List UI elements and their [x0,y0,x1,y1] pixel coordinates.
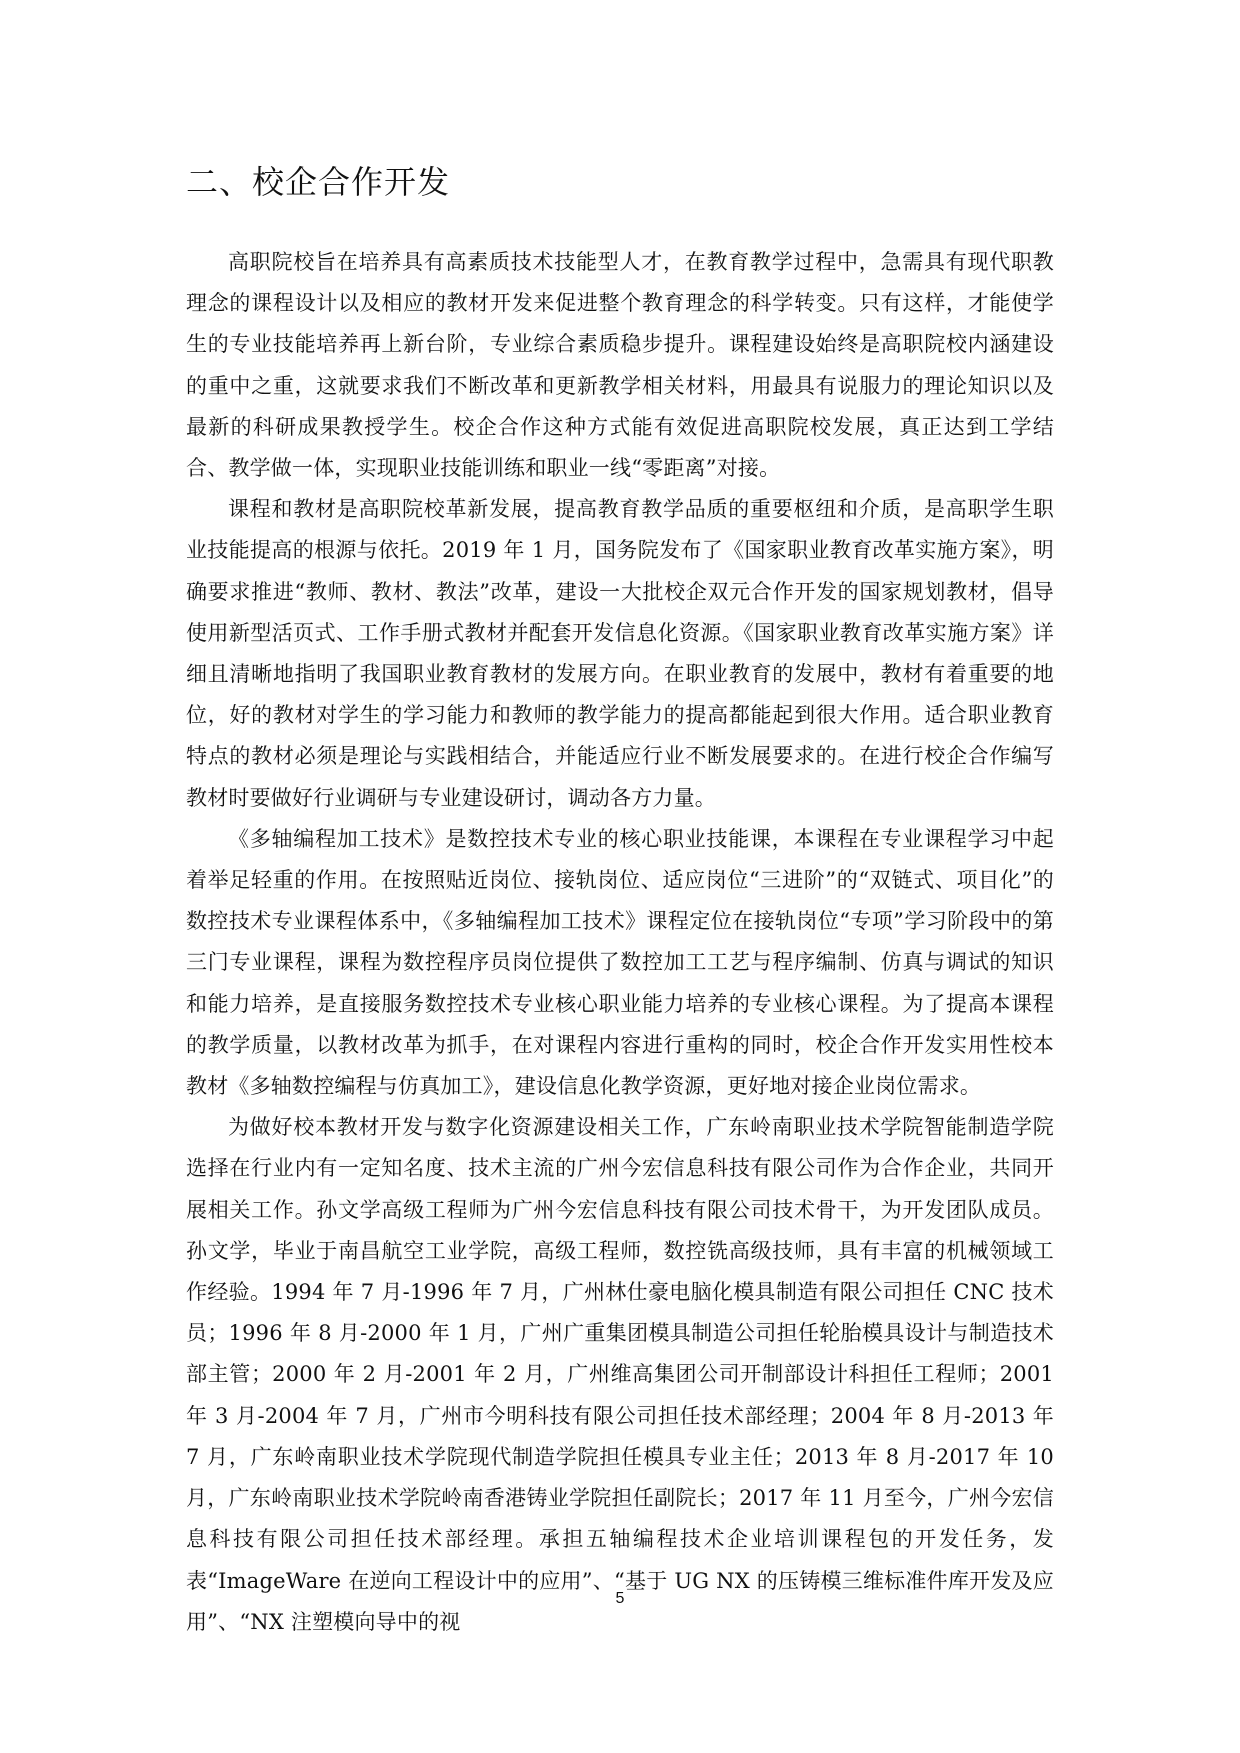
section-title: 二、校企合作开发 [186,163,451,201]
paragraph-1: 高职院校旨在培养具有高素质技术技能型人才，在教育教学过程中，急需具有现代职教理念的课程设计以及相应的教材开发来促进整个教育理念的科学转变。只有这样，才能使学生的专业技能培养再上新台阶，专业综合素质稳步提升。课程建设始终是高职院校内涵建设的重中之重，这就要求我们不断改革和更新教学相关材料，用最具有说服力的理论知识以及最新的科研成果教授学生。校企合作这种方式能有效促进高职院校发展，真正达到工学结合、教学做一体，实现职业技能训练和职业一线“零距离”对接。 [186,250,1054,481]
paragraph-3: 《多轴编程加工技术》是数控技术专业的核心职业技能课，本课程在专业课程学习中起着举足轻重的作用。在按照贴近岗位、接轨岗位、适应岗位“三进阶”的“双链式、项目化”的数控技术专业课程体系中，《多轴编程加工技术》课程定位在接轨岗位“专项”学习阶段中的第三门专业课程，课程为数控程序员岗位提供了数控加工工艺与程序编制、仿真与调试的知识和能力培养，是直接服务数控技术专业核心职业能力培养的专业核心课程。为了提高本课程的教学质量，以教材改革为抓手，在对课程内容进行重构的同时，校企合作开发实用性校本教材《多轴数控编程与仿真加工》，建设信息化教学资源，更好地对接企业岗位需求。 [186,826,1054,1099]
paragraph-2: 课程和教材是高职院校革新发展，提高教育教学品质的重要枢纽和介质，是高职学生职业技能提高的根源与依托。2019 年 1 月，国务院发布了《国家职业教育改革实施方案》，明确要求推进“教师、教材、教法”改革，建设一大批校企双元合作开发的国家规划教材，倡导使用新型活页式、工作手册式教材并配套开发信息化资源。《国家职业教育改革实施方案》详细且清晰地指明了我国职业教育教材的发展方向。在职业教育的发展中，教材有着重要的地位，好的教材对学生的学习能力和教师的教学能力的提高都能起到很大作用。适合职业教育特点的教材必须是理论与实践相结合，并能适应行业不断发展要求的。在进行校企合作编写教材时要做好行业调研与专业建设研讨，调动各方力量。 [186,497,1054,810]
paragraph-4: 为做好校本教材开发与数字化资源建设相关工作，广东岭南职业技术学院智能制造学院选择在行业内有一定知名度、技术主流的广州今宏信息科技有限公司作为合作企业，共同开展相关工作。孙文学高级工程师为广州今宏信息科技有限公司技术骨干，为开发团队成员。孙文学，毕业于南昌航空工业学院，高级工程师，数控铣高级技师，具有丰富的机械领域工作经验。1994 年 7 月-1996 年 7 月，广州林仕豪电脑化模具制造有限公司担任 CNC 技术员；1996 年 8 月-2000 年 1 月，广州广重集团模具制造公司担任轮胎模具设计与制造技术部主管；2000 年 2 月-2001 年 2 月，广州维高集团公司开制部设计科担任工程师；2001 年 3 月-2004 年 7 月，广州市今明科技有限公司担任技术部经理；2004 年 8 月-2013 年 7 月，广东岭南职业技术学院现代制造学院担任模具专业主任；2013 年 8 月-2017 年 10 月，广东岭南职业技术学院岭南香港铸业学院担任副院长；2017 年 11 月至今，广州今宏信息科技有限公司担任技术部经理。承担五轴编程技术企业培训课程包的开发任务，发表“ImageWare 在逆向工程设计中的应用”、“基于 UG NX 的压铸模三维标准件库开发及应用”、“NX 注塑模向导中的视 [186,1115,1055,1634]
page-number: 5 [615,1590,625,1607]
body-text [186,242,1054,1643]
